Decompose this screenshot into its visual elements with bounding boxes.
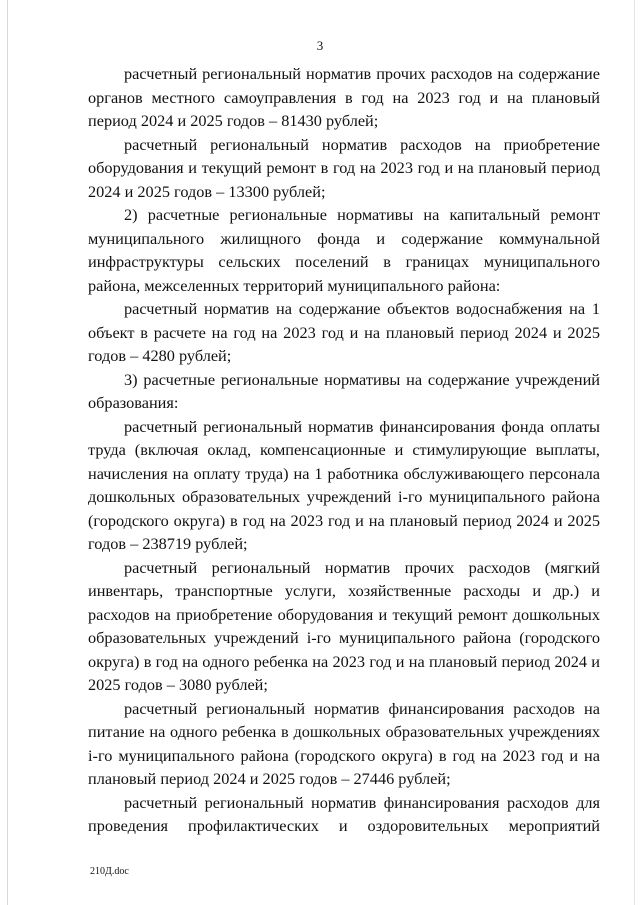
paragraph: расчетный региональный норматив расходов на приобретение оборудования и текущий ремонт в год на 2023 год и на плановый период 2024 и 2025 годов – 13300 рублей; — [88, 134, 600, 201]
paragraph: 2) расчетные региональные нормативы на капитальный ремонт муниципального жилищного фонда и содержание коммунальной инфраструктуры сельских поселений в границах муниципального района, межселенных территорий муниципального района: — [88, 205, 600, 295]
paragraph-last: расчетный региональный норматив финансирования расходов для проведения профилактических и оздоровительных мероприятий — [88, 792, 600, 835]
paragraph: расчетный региональный норматив финансирования расходов на питание на одного ребенка в дошкольных образовательных учреждениях i-го муниципального района (городского округа) в год на 2023 год и на плановый период 2024 и 2025 годов – 27446 рублей; — [88, 698, 600, 788]
paragraph: 3) расчетные региональные нормативы на содержание учреждений образования: — [88, 369, 600, 412]
document-body — [88, 62, 600, 838]
paragraph: расчетный норматив на содержание объектов водоснабжения на 1 объект в расчете на год на 2023 год и на плановый период 2024 и 2025 годов – 4280 рублей; — [88, 299, 600, 365]
scan-edge-left — [7, 0, 8, 905]
page-number: 3 — [316, 38, 324, 53]
paragraph: расчетный региональный норматив прочих расходов (мягкий инвентарь, транспортные услуги, хозяйственные расходы и др.) и расходов на приобретение оборудования и текущий ремонт дошкольных образовательных учреждений i-го муниципального района (городского округа) в год на одного ребенка на 2023 год и на плановый период 2024 и 2025 годов – 3080 рублей; — [88, 557, 600, 694]
paragraph: расчетный региональный норматив финансирования фонда оплаты труда (включая оклад, компенсационные и стимулирующие выплаты, начисления на оплату труда) на 1 работника обслуживающего персонала дошкольных образовательных учреждений i-го муниципального района (городского округа) в год на 2023 год и на плановый период 2024 и 2025 годов – 238719 рублей; — [88, 416, 600, 553]
scan-edge-right — [634, 0, 635, 905]
footer-filename: 210Д.doc — [90, 866, 129, 877]
paragraph: расчетный региональный норматив прочих расходов на содержание органов местного самоуправления в год на 2023 год и на плановый период 2024 и 2025 годов – 81430 рублей; — [88, 64, 600, 130]
